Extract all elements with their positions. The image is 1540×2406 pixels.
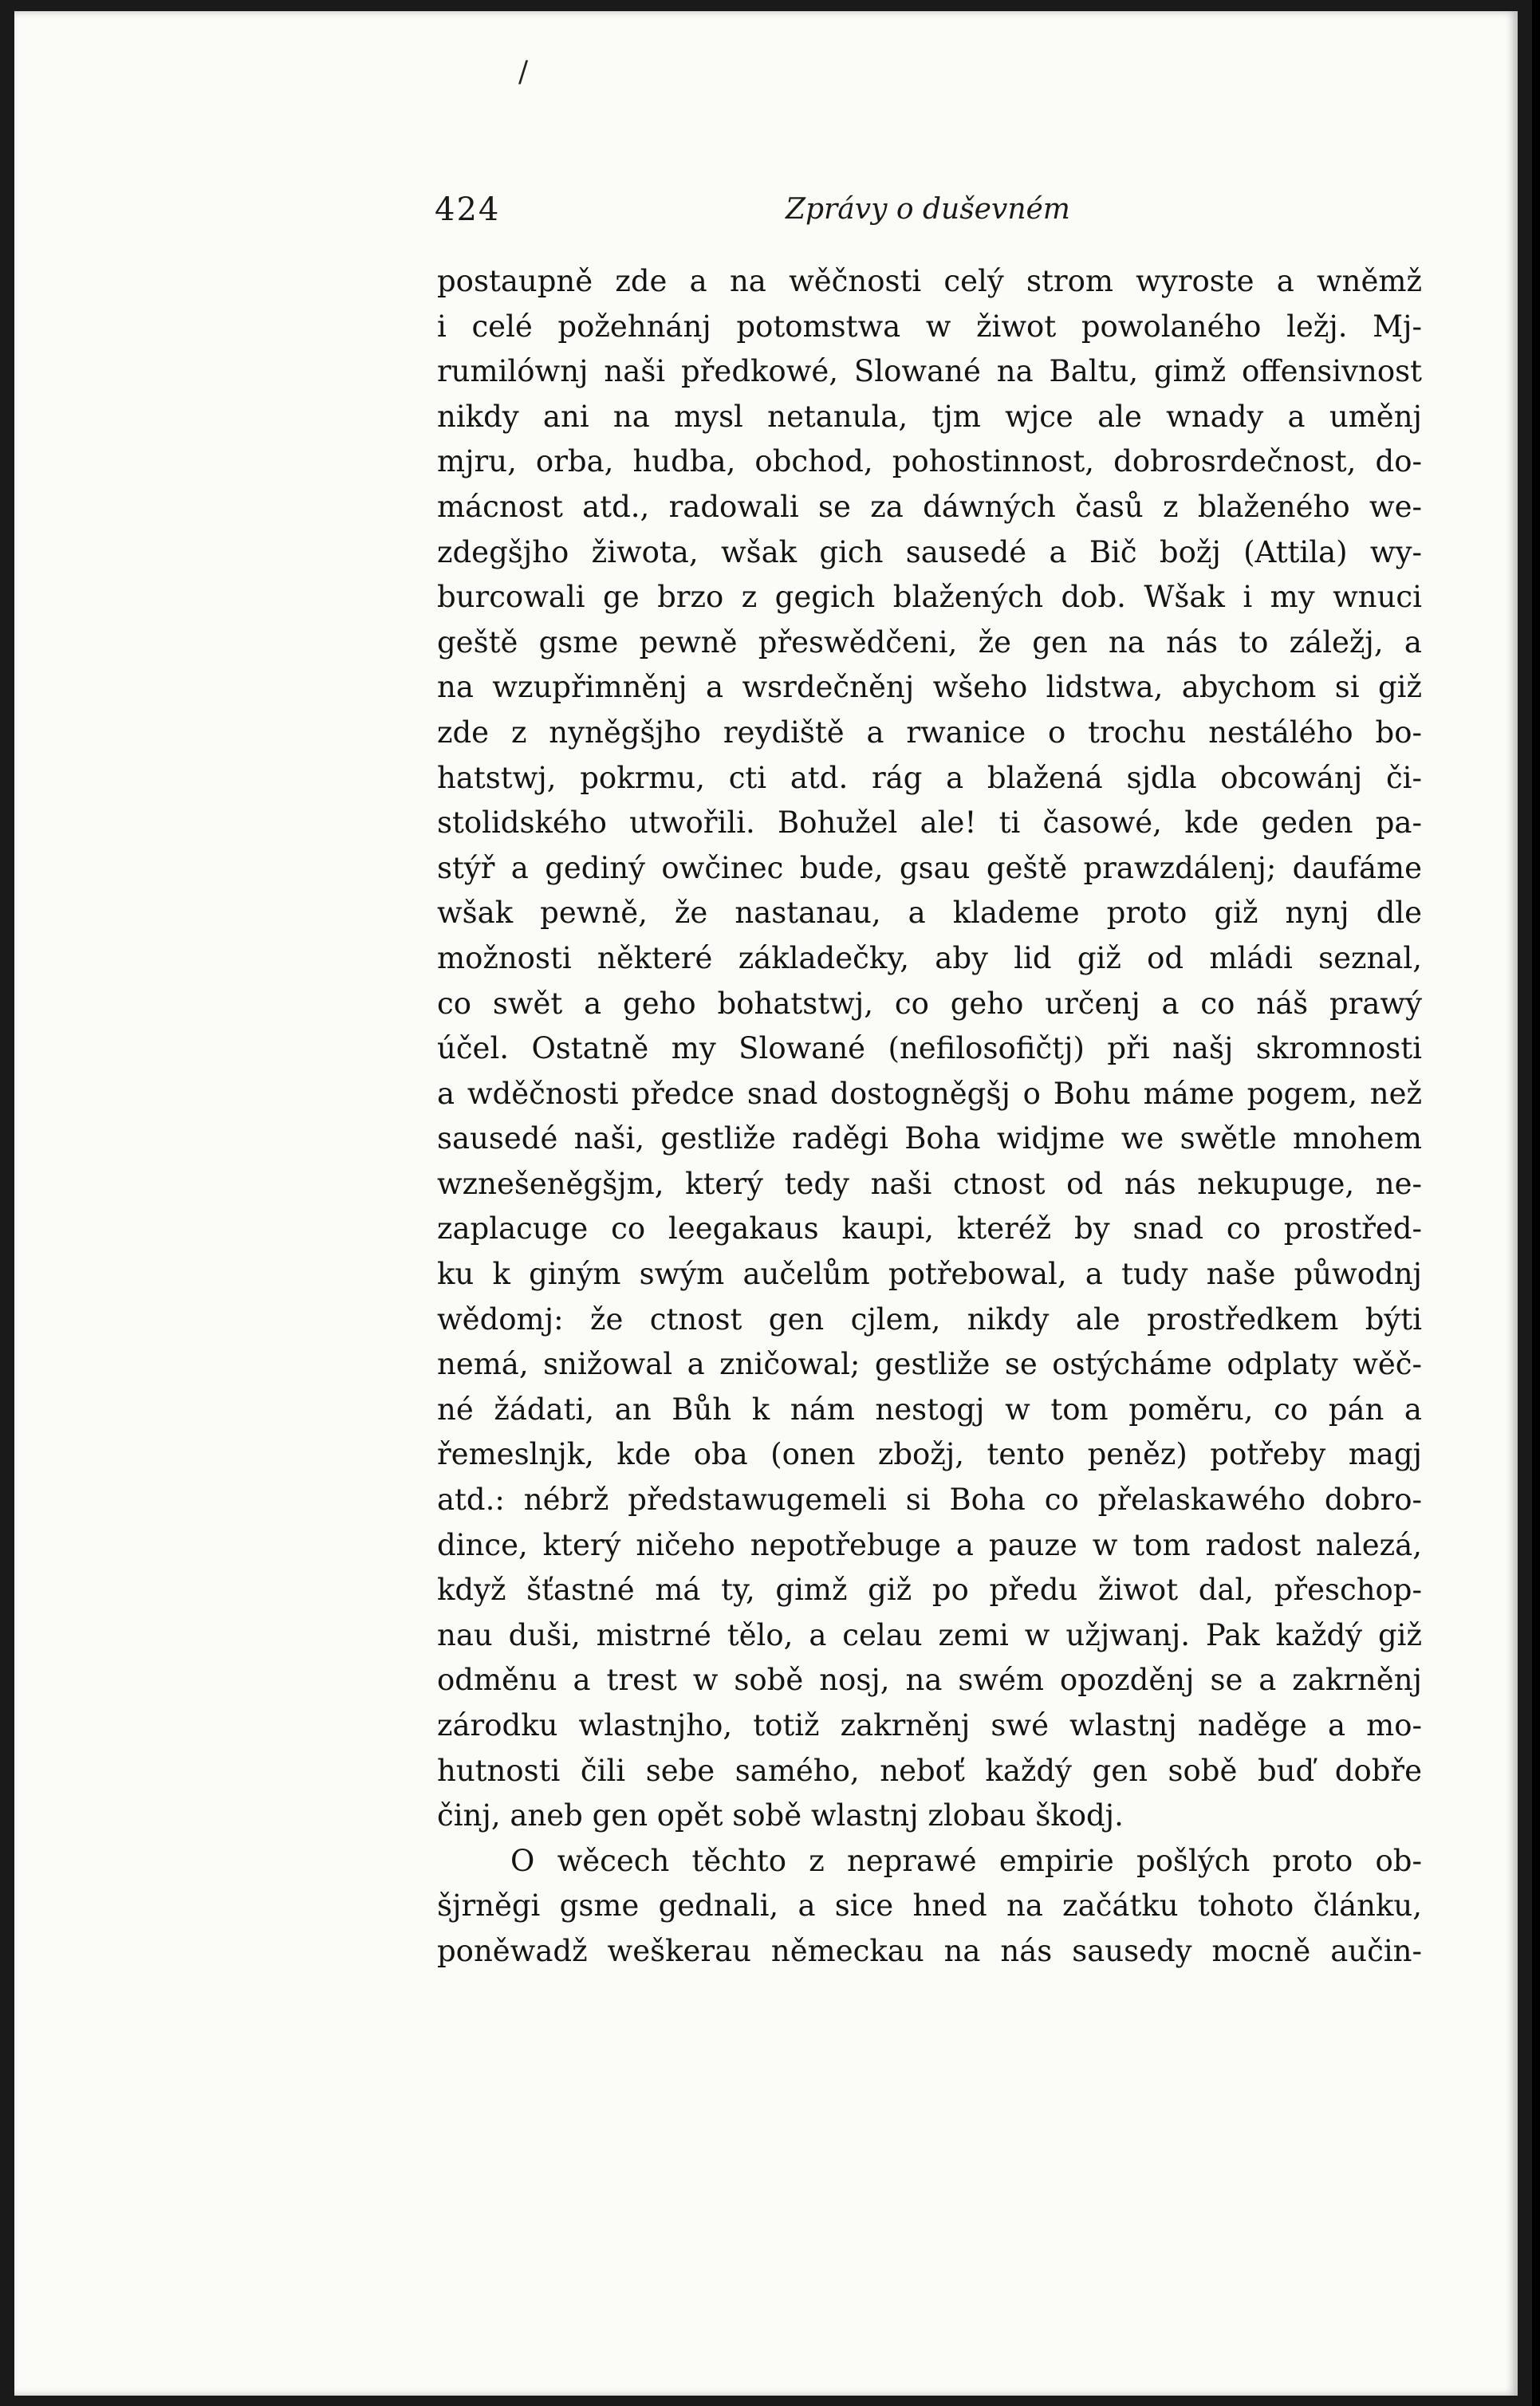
text-line: burcowali ge brzo z gegich blažených dob. Wšak i my wnuci [437, 580, 1422, 615]
header-title: Zprávy o duševném [786, 193, 1070, 226]
text-line: co swět a geho bohatstwj, co geho určenj a co náš prawý [437, 986, 1422, 1021]
text-line: a wděčnosti předce snad dostogněgšj o Bohu máme pogem, než [437, 1076, 1422, 1111]
text-line: nau duši, mistrné tělo, a celau zemi w užjwanj. Pak každý giž [437, 1617, 1422, 1652]
text-line: poněwadž weškerau německau na nás sausedy mocně aučin- [437, 1933, 1422, 1968]
text-line: dince, který ničeho nepotřebuge a pauze w tom radost nalezá, [437, 1527, 1422, 1562]
text-line: zárodku wlastnjho, totiž zakrněnj swé wlastnj naděge a mo- [437, 1708, 1422, 1742]
text-line: zaplacuge co leegakaus kaupi, kteréž by snad co prostřed- [437, 1211, 1422, 1246]
text-line: sausedé naši, gestliže raděgi Boha widjme we swětle mnohem [437, 1121, 1422, 1156]
text-line: stýř a gediný owčinec bude, gsau geště prawzdálenj; daufáme [437, 850, 1422, 885]
text-line: postaupně zde a na wěčnosti celý strom wyroste a wněmž [437, 264, 1422, 298]
text-line: mácnost atd., radowali se za dáwných časů z blaženého we- [437, 489, 1422, 524]
text-line: účel. Ostatně my Slowané (nefilosofičtj) při našj skromnosti [437, 1031, 1422, 1066]
text-line: na wzupřimněnj a wsrdečněnj wšeho lidstwa, abychom si giž [437, 670, 1422, 705]
text-line: zde z nyněgšjho reydiště a rwanice o trochu nestálého bo- [437, 715, 1422, 750]
text-line: nemá, snižowal a zničowal; gestliže se ostýcháme odplaty wěč- [437, 1347, 1422, 1382]
text-line: možnosti některé základečky, aby lid giž od mládi seznal, [437, 940, 1422, 975]
text-line: řemeslnjk, kde oba (onen zbožj, tento peněz) potřeby magj [437, 1437, 1422, 1472]
text-line: stolidského utwořili. Bohužel ale! ti časowé, kde geden pa- [437, 805, 1422, 841]
text-line: činj, aneb gen opět sobě wlastnj zlobau škodj. [437, 1798, 1124, 1833]
scan-edge [1532, 0, 1540, 2406]
text-line: i celé požehnánj potomstwa w žiwot powolaného ležj. Mj- [437, 309, 1422, 344]
text-line: hatstwj, pokrmu, cti atd. rág a blažená sjdla obcowánj či- [437, 760, 1422, 795]
text-line: odměnu a trest w sobě nosj, na swém opozděnj se a zakrněnj [437, 1663, 1422, 1698]
text-line: šjrněgi gsme gednali, a sice hned na začátku tohoto článku, [437, 1888, 1422, 1924]
text-line: wědomj: že ctnost gen cjlem, nikdy ale prostředkem býti [437, 1301, 1422, 1337]
text-line: atd.: nébrž předstawugemeli si Boha co přelaskawého dobro- [437, 1483, 1422, 1518]
text-line: geště gsme pewně přeswědčeni, že gen na nás to záležj, a [437, 624, 1422, 660]
stray-pen-mark: / [518, 56, 529, 89]
text-line: wšak pewně, že nastanau, a klademe proto giž nynj dle [437, 896, 1422, 931]
text-line: ku k giným swým aučelům potřebowal, a tudy naše půwodnj [437, 1257, 1422, 1292]
body-text [437, 259, 1422, 1975]
text-line: když šťastné má ty, gimž giž po předu žiwot dal, přeschop- [437, 1573, 1422, 1608]
text-line: O wěcech těchto z neprawé empirie pošlých proto ob- [510, 1843, 1422, 1878]
text-line: rumilównj naši předkowé, Slowané na Baltu, gimž offensivnost [437, 354, 1422, 389]
text-line: wznešeněgšjm, který tedy naši ctnost od nás nekupuge, ne- [437, 1166, 1422, 1201]
text-line: nikdy ani na mysl netanula, tjm wjce ale wnady a uměnj [437, 399, 1422, 434]
text-line: mjru, orba, hudba, obchod, pohostinnost, dobrosrdečnost, do- [437, 444, 1422, 479]
text-line: zdegšjho žiwota, wšak gich sausedé a Bič božj (Attila) wy- [437, 534, 1422, 569]
text-line: hutnosti čili sebe samého, neboť každý gen sobě buď dobře [437, 1753, 1422, 1788]
text-line: né žádati, an Bůh k nám nestogj w tom poměru, co pán a [437, 1392, 1422, 1427]
page-number: 424 [435, 191, 501, 228]
running-head [435, 191, 1392, 239]
